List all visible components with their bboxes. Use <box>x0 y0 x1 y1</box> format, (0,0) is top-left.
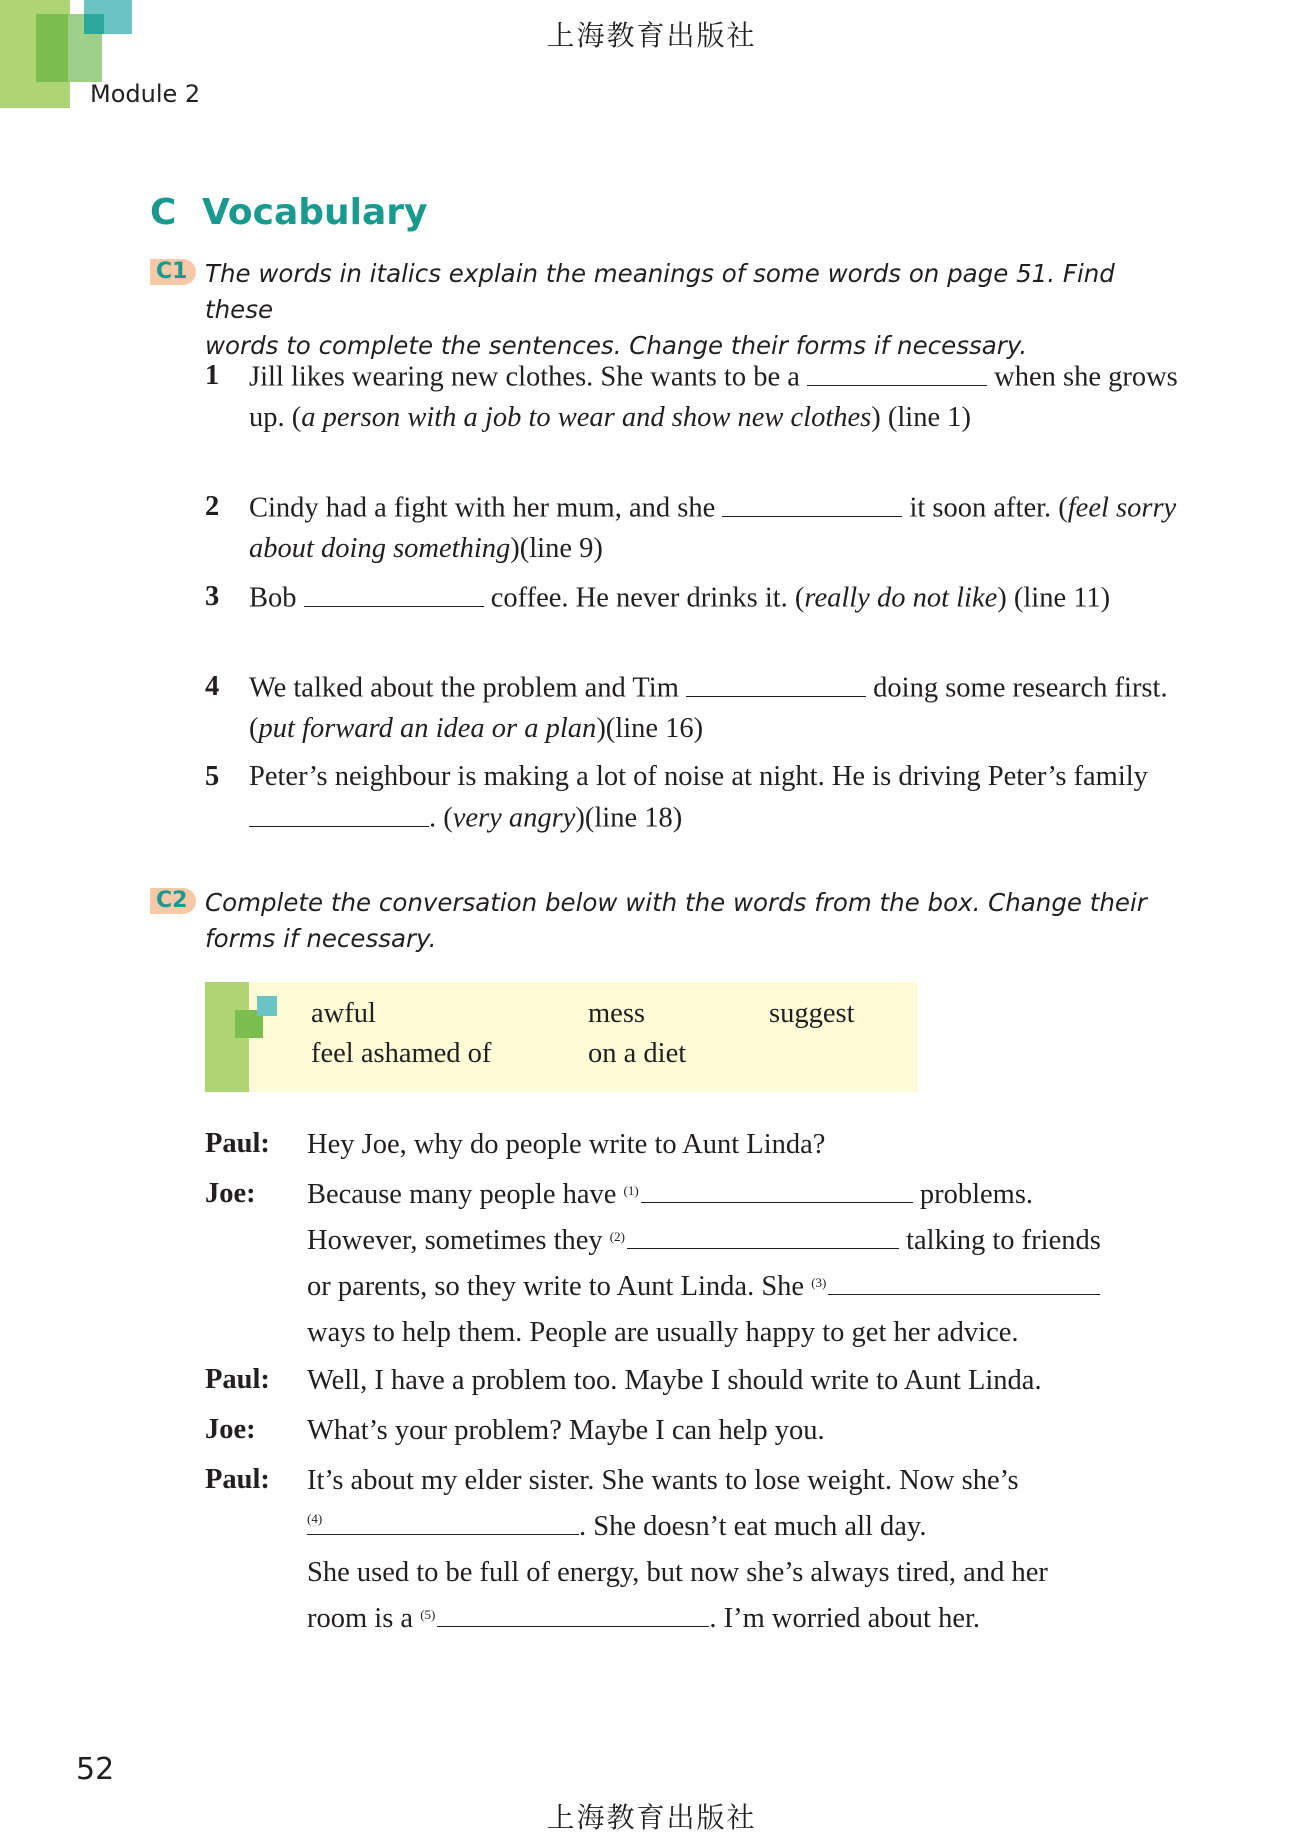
c2-badge: C2 <box>150 888 196 914</box>
blank-number: (3) <box>811 1275 827 1290</box>
line-text: . She doesn’t eat much all day. <box>579 1511 927 1542</box>
conversation-line: She used to be full of energy, but now she’s always tired, and her <box>307 1557 1048 1588</box>
item-text: doing some research first. ( <box>249 672 1168 744</box>
speaker-label: Joe: <box>205 1178 256 1209</box>
word-box-decoration-teal <box>257 996 277 1016</box>
item-text: it soon after. ( <box>902 492 1068 524</box>
line-text: talking to friends <box>906 1225 1101 1256</box>
blank-number: (4) <box>307 1511 323 1526</box>
box-word: awful <box>311 998 376 1029</box>
answer-blank[interactable] <box>304 577 484 607</box>
publisher-footer: 上海教育出版社 <box>546 1803 757 1834</box>
conversation-line <box>307 1218 1101 1264</box>
answer-blank[interactable] <box>437 1598 709 1628</box>
blank-number: (5) <box>420 1607 436 1622</box>
item-number: 1 <box>205 360 220 391</box>
item-text: when she grows up. ( <box>249 361 1178 433</box>
box-word: on a diet <box>588 1038 687 1069</box>
c2-instruction <box>205 885 1155 957</box>
conversation-line <box>307 1264 1100 1310</box>
c1-item-2 <box>205 487 1185 569</box>
answer-blank[interactable] <box>249 797 429 827</box>
box-word: suggest <box>769 998 855 1029</box>
conversation-line: It’s about my elder sister. She wants to lose weight. Now she’s <box>307 1465 1019 1496</box>
box-word: feel ashamed of <box>311 1038 492 1069</box>
answer-blank[interactable] <box>627 1220 899 1250</box>
speaker-label: Paul: <box>205 1464 270 1495</box>
speaker-label: Paul: <box>205 1128 270 1159</box>
c2-instruction-line: Complete the conversation below with the words from the box. Change their <box>205 888 1147 917</box>
conversation-line: Hey Joe, why do people write to Aunt Linda? <box>307 1129 826 1160</box>
answer-blank[interactable] <box>807 356 987 386</box>
item-text: )(line 18) <box>575 802 683 834</box>
blank-number: (2) <box>609 1229 625 1244</box>
line-text: problems. <box>919 1179 1034 1210</box>
line-text: Because many people have <box>307 1179 617 1210</box>
c1-item-1 <box>205 356 1185 438</box>
item-text: Jill likes wearing new clothes. She wants to be a <box>249 361 808 393</box>
c1-item-5 <box>205 757 1185 839</box>
line-text: or parents, so they write to Aunt Linda. She <box>307 1271 805 1302</box>
item-hint: put forward an idea or a plan <box>258 712 597 744</box>
item-text: )(line 9) <box>510 532 603 564</box>
section-heading: Vocabulary <box>202 192 428 233</box>
answer-blank[interactable] <box>641 1174 913 1204</box>
item-text: Peter’s neighbour is making a lot of noise at night. He is driving Peter’s family <box>249 761 1148 792</box>
c1-item-3 <box>205 577 1185 619</box>
conversation-line: ways to help them. People are usually happy to get her advice. <box>307 1317 1019 1348</box>
item-hint: really do not like <box>804 582 998 614</box>
item-text: Cindy had a fight with her mum, and she <box>249 492 723 524</box>
item-hint: feel sorry about doing something <box>249 492 1177 564</box>
module-label: Module 2 <box>90 80 201 108</box>
conversation-line: Well, I have a problem too. Maybe I should write to Aunt Linda. <box>307 1365 1042 1396</box>
item-number: 4 <box>205 671 220 702</box>
answer-blank[interactable] <box>828 1266 1100 1296</box>
word-box <box>205 982 918 1092</box>
speaker-label: Paul: <box>205 1364 270 1395</box>
item-text: ) (line 11) <box>997 582 1111 614</box>
item-text: Bob <box>249 582 304 614</box>
c1-instruction-line: The words in italics explain the meanings of some words on page 51. Find these <box>205 259 1115 324</box>
box-word: mess <box>588 998 645 1029</box>
answer-blank[interactable] <box>686 667 866 697</box>
c1-badge: C1 <box>150 259 196 285</box>
c1-instruction <box>205 256 1155 364</box>
item-text: coffee. He never drinks it. ( <box>483 582 805 614</box>
answer-blank[interactable] <box>722 487 902 517</box>
line-text: room is a <box>307 1603 414 1634</box>
publisher-header: 上海教育出版社 <box>546 21 757 52</box>
item-text: )(line 16) <box>596 712 704 744</box>
item-hint: a person with a job to wear and show new clothes <box>301 401 872 433</box>
conversation-line <box>307 1504 926 1550</box>
item-number: 2 <box>205 491 220 522</box>
conversation-line: What’s your problem? Maybe I can help you. <box>307 1415 825 1446</box>
section-letter: C <box>150 192 177 233</box>
item-text: . ( <box>429 802 453 834</box>
item-text: We talked about the problem and Tim <box>249 672 687 704</box>
answer-blank[interactable] <box>307 1506 579 1536</box>
item-number: 3 <box>205 581 220 612</box>
page-number: 52 <box>76 1752 115 1787</box>
conversation-line <box>307 1172 1033 1218</box>
item-number: 5 <box>205 761 220 792</box>
section-title <box>150 192 428 233</box>
speaker-label: Joe: <box>205 1414 256 1445</box>
c2-instruction-line: forms if necessary. <box>205 924 437 953</box>
line-text: . I’m worried about her. <box>709 1603 981 1634</box>
c1-instruction-line: words to complete the sentences. Change their forms if necessary. <box>205 331 1028 360</box>
blank-number: (1) <box>623 1183 639 1198</box>
conversation-line <box>307 1596 980 1642</box>
line-text: However, sometimes they <box>307 1225 603 1256</box>
c1-item-4 <box>205 667 1185 749</box>
item-text: ) (line 1) <box>871 401 971 433</box>
item-hint: very angry <box>452 802 576 834</box>
